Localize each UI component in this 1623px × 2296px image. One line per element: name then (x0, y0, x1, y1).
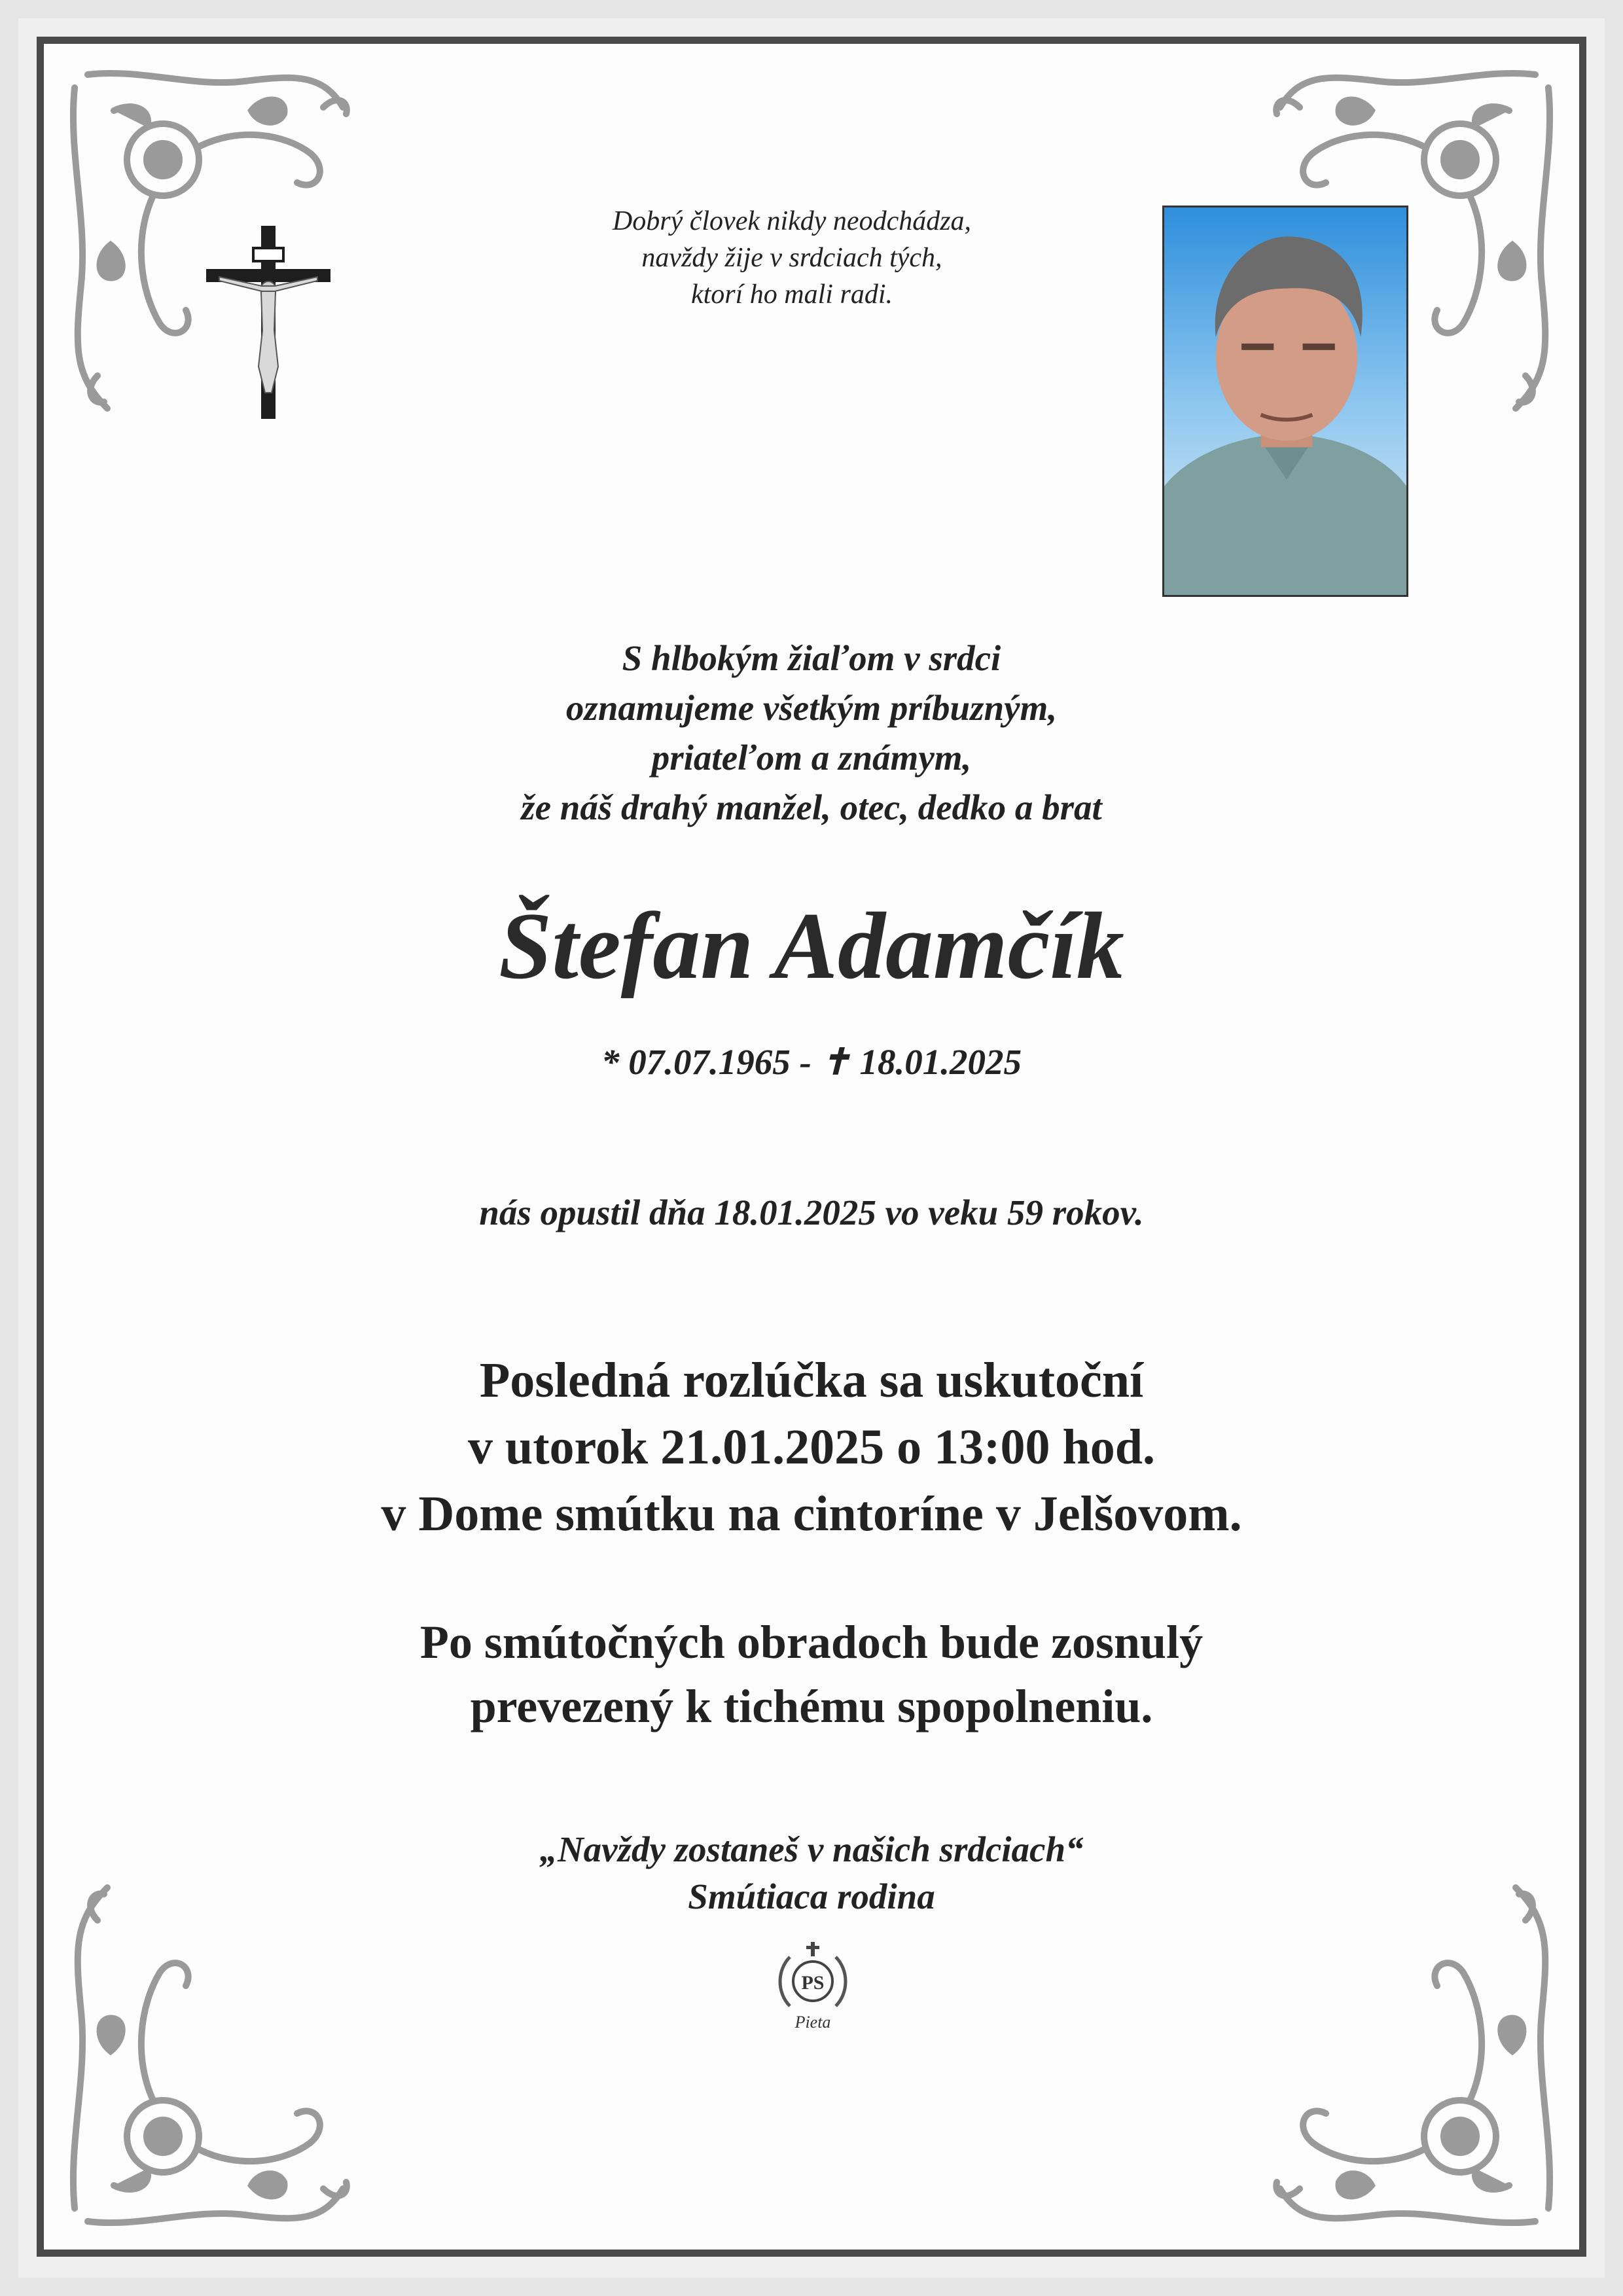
motto-line: navždy žije v srdciach tých, (641, 243, 942, 273)
intro-line: oznamujeme všetkým príbuzným, (565, 688, 1058, 728)
svg-text:PS: PS (801, 1972, 825, 1994)
death-date: 18.01.2025 (859, 1042, 1022, 1082)
life-dates (0, 1039, 1623, 1085)
deceased-name: Štefan Adamčík (499, 893, 1124, 999)
family-signature: Smútiaca rodina (688, 1876, 935, 1916)
cremation-line: Po smútočných obradoch bude zosnulý (419, 1616, 1204, 1668)
death-notice-line: nás opustil dňa 18.01.2025 vo veku 59 rokov. (479, 1193, 1144, 1232)
cremation-notice (0, 1610, 1623, 1738)
portrait-photo (1162, 206, 1408, 597)
intro-line: S hlbokým žiaľom v srdci (622, 638, 1001, 678)
logo-text: Pieta (794, 2013, 831, 2032)
cremation-line: prevezený k tichému spopolneniu. (470, 1680, 1153, 1732)
motto-line: Dobrý človek nikdy neodchádza, (612, 206, 972, 236)
floral-corner-ornament (48, 1868, 356, 2248)
closing-quote (0, 1826, 1623, 1920)
ceremony-line: Posledná rozlúčka sa uskutoční (479, 1353, 1144, 1408)
motto-line: ktorí ho mali radi. (690, 279, 893, 310)
floral-corner-ornament (1267, 1868, 1575, 2248)
announcement-intro (0, 634, 1623, 833)
farewell-ceremony (0, 1347, 1623, 1547)
closing-quote-line: „Navždy zostaneš v našich srdciach“ (539, 1829, 1084, 1869)
ceremony-line: v Dome smútku na cintoríne v Jelšovom. (381, 1486, 1242, 1541)
intro-line: že náš drahý manžel, otec, dedko a brat (521, 787, 1102, 827)
cross-icon: ✝ (820, 1042, 851, 1082)
crucifix-icon (206, 226, 330, 419)
intro-line: priateľom a známym, (651, 738, 972, 778)
ceremony-line: v utorok 21.01.2025 o 13:00 hod. (467, 1420, 1156, 1475)
motto-quote (497, 203, 1086, 313)
birth-date: * 07.07.1965 - (601, 1042, 812, 1082)
